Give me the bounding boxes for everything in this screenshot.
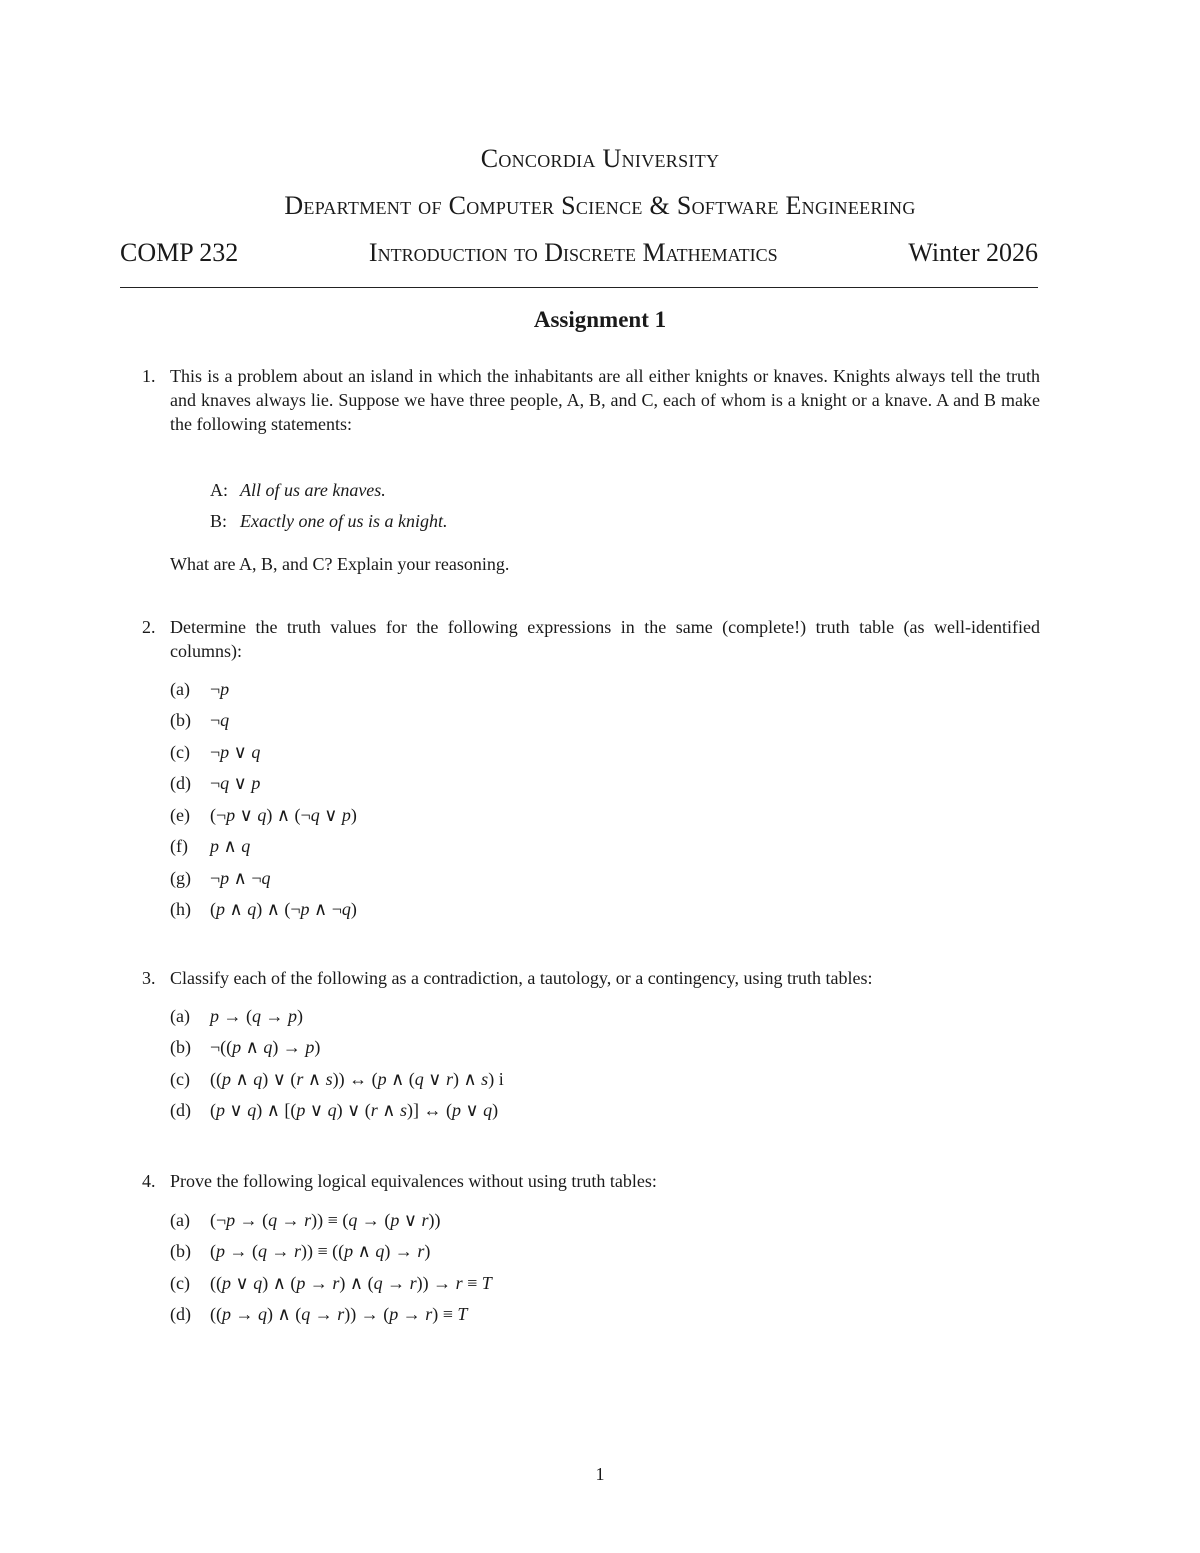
list-item [170, 740, 260, 764]
item-expression: (p ∨ q) ∧ [(p ∨ q) ∨ (r ∧ s)] ↔ (p ∨ q) [210, 1100, 499, 1120]
item-expression: ((p → q) ∧ (q → r)) → (p → r) ≡ T [210, 1304, 468, 1324]
item-label: (d) [170, 1100, 191, 1120]
statement-b [210, 509, 447, 533]
problem-number: 3. [142, 968, 156, 988]
statement-quote: All of us are knaves. [240, 480, 386, 500]
item-expression: (p → (q → r)) ≡ ((p ∧ q) → r) [210, 1241, 431, 1261]
item-label: (d) [170, 1304, 191, 1324]
item-expression: (¬p → (q → r)) ≡ (q → (p ∨ r)) [210, 1210, 441, 1230]
item-label: (b) [170, 1241, 191, 1261]
course-code: COMP 232 [120, 238, 239, 267]
course-line [120, 238, 1038, 268]
item-label: (f) [170, 836, 188, 856]
list-item [170, 1067, 504, 1091]
list-item [170, 1208, 441, 1232]
item-expression: ¬q [210, 710, 230, 730]
item-label: (c) [170, 742, 190, 762]
item-expression: ((p ∧ q) ∨ (r ∧ s)) ↔ (p ∧ (q ∨ r) ∧ s) i [210, 1069, 504, 1089]
item-label: (e) [170, 805, 190, 825]
problem-text: This is a problem about an island in which the inhabitants are all either knights or knaves. Knights always tell the truth and knaves always lie. Suppose we have three people, A, B, and C, each of whom is a knight or a knave. A and B make the following statements: [170, 366, 1040, 434]
item-expression: ¬((p ∧ q) → p) [210, 1037, 321, 1057]
header-rule [120, 287, 1038, 288]
list-item [170, 834, 250, 858]
list-item [170, 1004, 303, 1028]
item-label: (b) [170, 1037, 191, 1057]
problem-text: Prove the following logical equivalences without using truth tables: [170, 1171, 657, 1191]
department-name: Department of Computer Science & Software Engineering [284, 191, 916, 220]
item-label: (b) [170, 710, 191, 730]
list-item [170, 897, 357, 921]
statement-quote: Exactly one of us is a knight. [240, 511, 448, 531]
statement-speaker: B: [210, 511, 228, 531]
item-label: (g) [170, 868, 191, 888]
problem-number: 2. [142, 617, 156, 637]
item-expression: ¬p ∧ ¬q [210, 868, 271, 888]
list-item [170, 677, 229, 701]
item-label: (a) [170, 679, 190, 699]
item-expression: (p ∧ q) ∧ (¬p ∧ ¬q) [210, 899, 357, 919]
list-item [170, 771, 260, 795]
problem-number: 1. [142, 366, 156, 386]
item-label: (h) [170, 899, 191, 919]
page-number: 1 [595, 1464, 605, 1484]
item-expression: p → (q → p) [210, 1006, 303, 1026]
item-expression: ¬q ∨ p [210, 773, 261, 793]
assignment-title: Assignment 1 [533, 307, 667, 332]
item-expression: p ∧ q [210, 836, 251, 856]
course-term: Winter 2026 [908, 238, 1038, 267]
list-item [170, 803, 357, 827]
problem-question: What are A, B, and C? Explain your reasoning. [170, 554, 510, 574]
item-label: (a) [170, 1006, 190, 1026]
item-label: (a) [170, 1210, 190, 1230]
problem-text: Classify each of the following as a contradiction, a tautology, or a contingency, using truth tables: [170, 968, 873, 988]
list-item [170, 1302, 467, 1326]
statement-a [210, 478, 386, 502]
list-item [170, 866, 271, 890]
item-expression: ¬p [210, 679, 230, 699]
problem-number: 4. [142, 1171, 156, 1191]
item-label: (c) [170, 1069, 190, 1089]
list-item [170, 1239, 430, 1263]
problem-text: Determine the truth values for the following expressions in the same (complete!) truth table (as well-identified columns): [170, 617, 1040, 661]
university-name: Concordia University [480, 144, 720, 173]
list-item [170, 708, 229, 732]
item-label: (c) [170, 1273, 190, 1293]
list-item [170, 1098, 498, 1122]
item-expression: ¬p ∨ q [210, 742, 261, 762]
item-expression: (¬p ∨ q) ∧ (¬q ∨ p) [210, 805, 357, 825]
list-item [170, 1035, 320, 1059]
item-expression: ((p ∨ q) ∧ (p → r) ∧ (q → r)) → r ≡ T [210, 1273, 492, 1293]
statement-speaker: A: [210, 480, 228, 500]
course-name: Introduction to Discrete Mathematics [368, 238, 778, 267]
list-item [170, 1271, 492, 1295]
item-label: (d) [170, 773, 191, 793]
